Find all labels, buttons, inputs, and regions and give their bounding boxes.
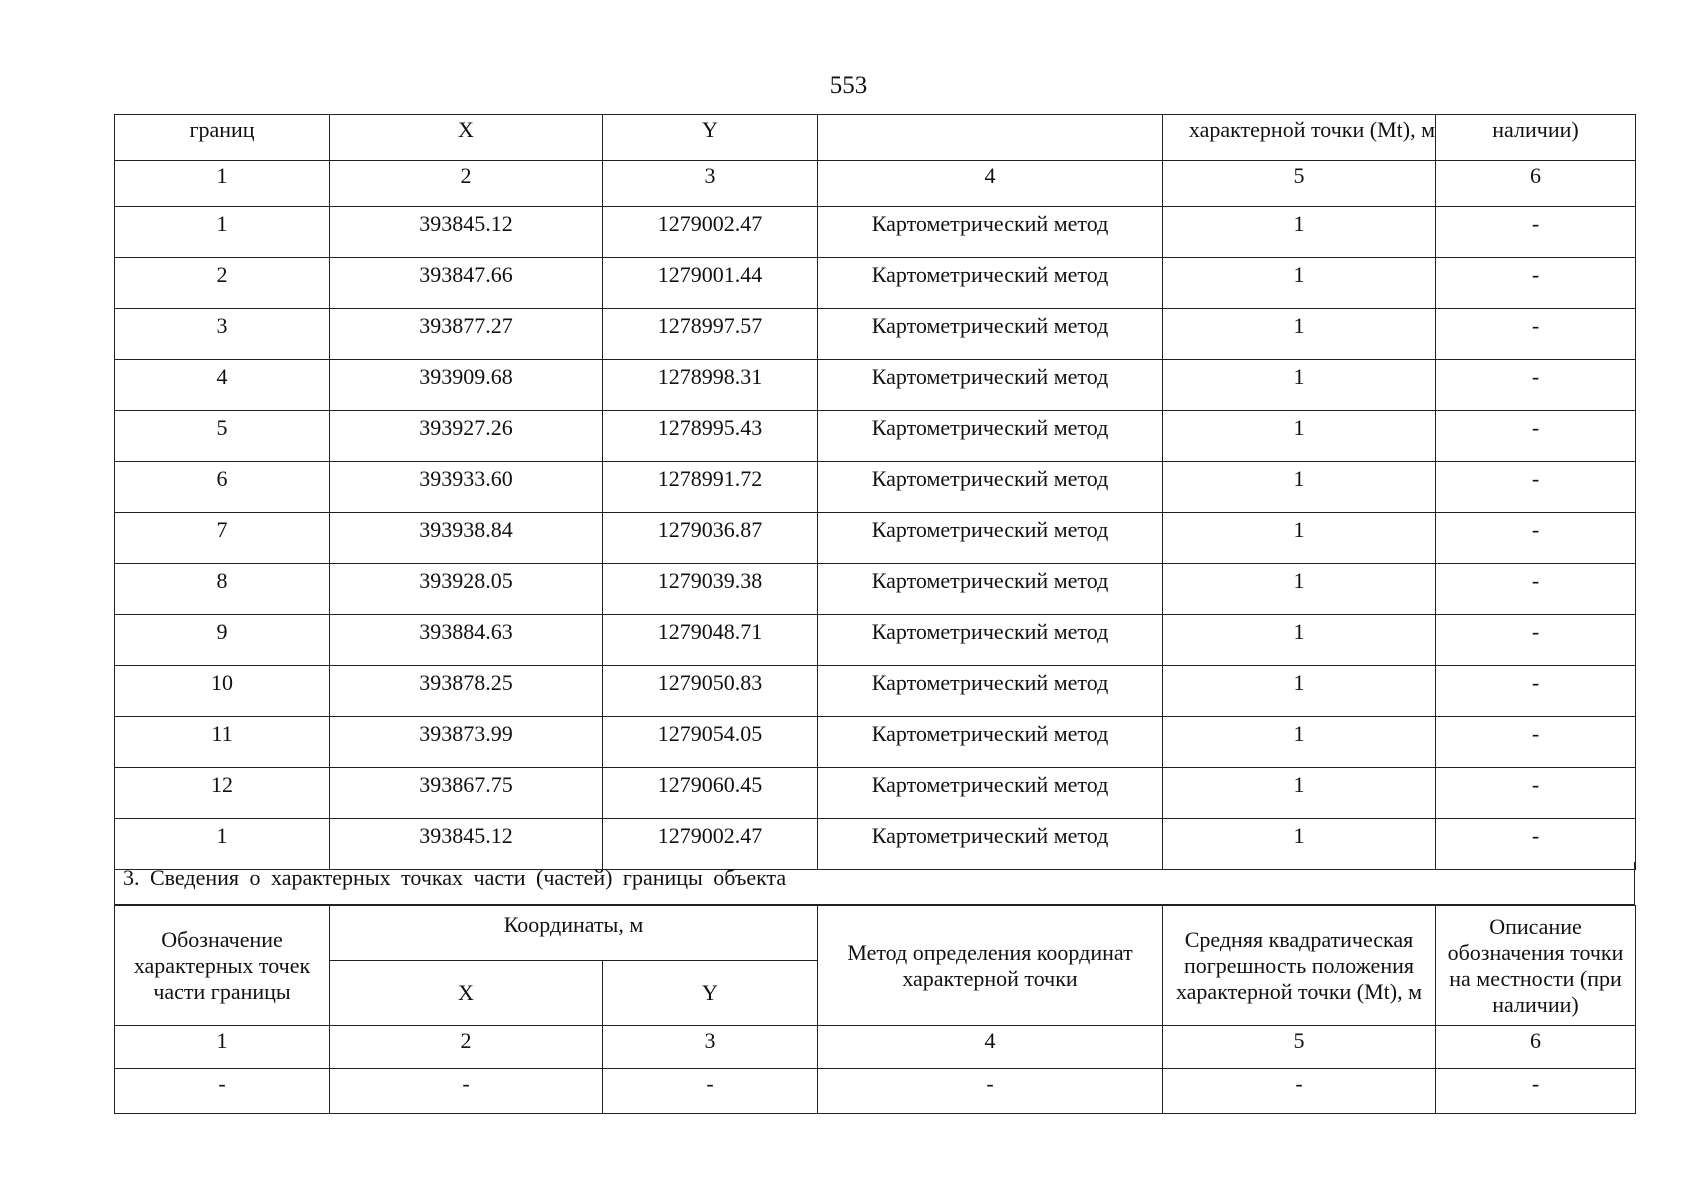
column-number-row (115, 161, 1636, 207)
table-cell: - (1436, 462, 1636, 513)
table-cell: 9 (115, 615, 330, 666)
table-row (115, 258, 1636, 309)
table-cell: 4 (115, 360, 330, 411)
table-cell: 1 (115, 819, 330, 870)
table-cell: 1 (1163, 360, 1436, 411)
header-description: Описание обозначения точки на местности (при наличии) (1436, 906, 1636, 1026)
column-number: 4 (818, 161, 1163, 207)
table-cell: - (1436, 207, 1636, 258)
table-cell: Картометрический метод (818, 564, 1163, 615)
table-cell: Картометрический метод (818, 462, 1163, 513)
table-cell: 1 (115, 207, 330, 258)
header-accuracy: Средняя квадратическая погрешность положения характерной точки (Mt), м (1163, 906, 1436, 1026)
table-cell: - (330, 1069, 603, 1114)
table-cell: 393845.12 (330, 207, 603, 258)
column-number: 3 (603, 1026, 818, 1069)
table-cell: 1 (1163, 564, 1436, 615)
table-cell: - (1436, 513, 1636, 564)
table-cell: 393909.68 (330, 360, 603, 411)
page-number: 553 (829, 72, 868, 99)
header-cell: границ (115, 115, 330, 161)
table-row (115, 360, 1636, 411)
table-cell: 12 (115, 768, 330, 819)
column-number: 1 (115, 161, 330, 207)
column-number: 6 (1436, 1026, 1636, 1069)
part-boundary-points-table (114, 905, 1636, 1114)
table-cell: - (115, 1069, 330, 1114)
table-cell: - (1163, 1069, 1436, 1114)
table-cell: 393847.66 (330, 258, 603, 309)
table-row (115, 564, 1636, 615)
table-cell: - (1436, 309, 1636, 360)
table-row (115, 717, 1636, 768)
header-method: Метод определения координат характерной точки (818, 906, 1163, 1026)
header-y: Y (603, 961, 818, 1026)
table-cell: 393933.60 (330, 462, 603, 513)
table-cell: 1278998.31 (603, 360, 818, 411)
table-cell: Картометрический метод (818, 207, 1163, 258)
table-cell: 6 (115, 462, 330, 513)
column-number: 5 (1163, 161, 1436, 207)
table-row (115, 768, 1636, 819)
table-cell: Картометрический метод (818, 717, 1163, 768)
header-cell (818, 115, 1163, 161)
table-row (115, 1069, 1636, 1114)
table-cell: 7 (115, 513, 330, 564)
table-row (115, 666, 1636, 717)
table-cell: Картометрический метод (818, 666, 1163, 717)
table-cell: 393938.84 (330, 513, 603, 564)
table-cell: 393928.05 (330, 564, 603, 615)
table-row (115, 411, 1636, 462)
table-cell: - (1436, 564, 1636, 615)
header-x: X (330, 961, 603, 1026)
table-cell: - (818, 1069, 1163, 1114)
header-cell: Y (603, 115, 818, 161)
header-point-designation: Обозначение характерных точек части границы (115, 906, 330, 1026)
table-row (115, 513, 1636, 564)
table-cell: 1 (1163, 666, 1436, 717)
table-row (115, 309, 1636, 360)
table-cell: 8 (115, 564, 330, 615)
table-cell: 1279050.83 (603, 666, 818, 717)
table-cell: - (1436, 666, 1636, 717)
boundary-points-table (114, 114, 1636, 870)
table-cell: 1 (1163, 258, 1436, 309)
table-cell: - (1436, 717, 1636, 768)
table-cell: 393877.27 (330, 309, 603, 360)
header-coordinates: Координаты, м (330, 906, 818, 961)
table-cell: Картометрический метод (818, 360, 1163, 411)
section-title: 3. Сведения о характерных точках части (частей) границы объекта (114, 862, 1635, 905)
table-cell: 1278997.57 (603, 309, 818, 360)
table-cell: Картометрический метод (818, 258, 1163, 309)
table-cell: - (1436, 258, 1636, 309)
table-cell: 10 (115, 666, 330, 717)
table-cell: 1279048.71 (603, 615, 818, 666)
column-number: 5 (1163, 1026, 1436, 1069)
table-cell: 1278991.72 (603, 462, 818, 513)
table-cell: - (603, 1069, 818, 1114)
table-cell: 1 (1163, 462, 1436, 513)
table-cell: 1279002.47 (603, 819, 818, 870)
column-number: 1 (115, 1026, 330, 1069)
table-cell: - (1436, 411, 1636, 462)
table-cell: 393845.12 (330, 819, 603, 870)
table-cell: 3 (115, 309, 330, 360)
table-cell: 1 (1163, 207, 1436, 258)
table-cell: 11 (115, 717, 330, 768)
table-cell: 1279002.47 (603, 207, 818, 258)
table-cell: 1 (1163, 768, 1436, 819)
table-cell: 1 (1163, 615, 1436, 666)
table-cell: - (1436, 615, 1636, 666)
table-cell: 1 (1163, 513, 1436, 564)
table-header-row (115, 906, 1636, 961)
table-header-row (115, 115, 1636, 161)
table-cell: 393884.63 (330, 615, 603, 666)
table-cell: 1 (1163, 717, 1436, 768)
table-cell: 1278995.43 (603, 411, 818, 462)
table-cell: Картометрический метод (818, 513, 1163, 564)
column-number: 2 (330, 161, 603, 207)
header-cell: наличии) (1436, 115, 1636, 161)
table-cell: Картометрический метод (818, 768, 1163, 819)
table-cell: Картометрический метод (818, 819, 1163, 870)
table-cell: 1279060.45 (603, 768, 818, 819)
table-cell: - (1436, 360, 1636, 411)
table-cell: 393927.26 (330, 411, 603, 462)
table-cell: 2 (115, 258, 330, 309)
table-cell: Картометрический метод (818, 615, 1163, 666)
column-number: 2 (330, 1026, 603, 1069)
table-cell: 1 (1163, 309, 1436, 360)
table-cell: - (1436, 768, 1636, 819)
header-cell: X (330, 115, 603, 161)
table-cell: - (1436, 1069, 1636, 1114)
table-cell: 1279001.44 (603, 258, 818, 309)
header-cell: характерной точки (Mt), м (1163, 115, 1436, 161)
table-row (115, 207, 1636, 258)
table-cell: 393878.25 (330, 666, 603, 717)
table-cell: 1279039.38 (603, 564, 818, 615)
column-number: 6 (1436, 161, 1636, 207)
column-number: 3 (603, 161, 818, 207)
table-cell: Картометрический метод (818, 411, 1163, 462)
table-cell: 1279036.87 (603, 513, 818, 564)
table-cell: 1 (1163, 819, 1436, 870)
table-cell: Картометрический метод (818, 309, 1163, 360)
table-row (115, 615, 1636, 666)
column-number-row (115, 1026, 1636, 1069)
column-number: 4 (818, 1026, 1163, 1069)
table-cell: 1279054.05 (603, 717, 818, 768)
table-cell: 5 (115, 411, 330, 462)
table-cell: 1 (1163, 411, 1436, 462)
table-cell: 393873.99 (330, 717, 603, 768)
table-row (115, 462, 1636, 513)
table-cell: 393867.75 (330, 768, 603, 819)
table-cell: - (1436, 819, 1636, 870)
